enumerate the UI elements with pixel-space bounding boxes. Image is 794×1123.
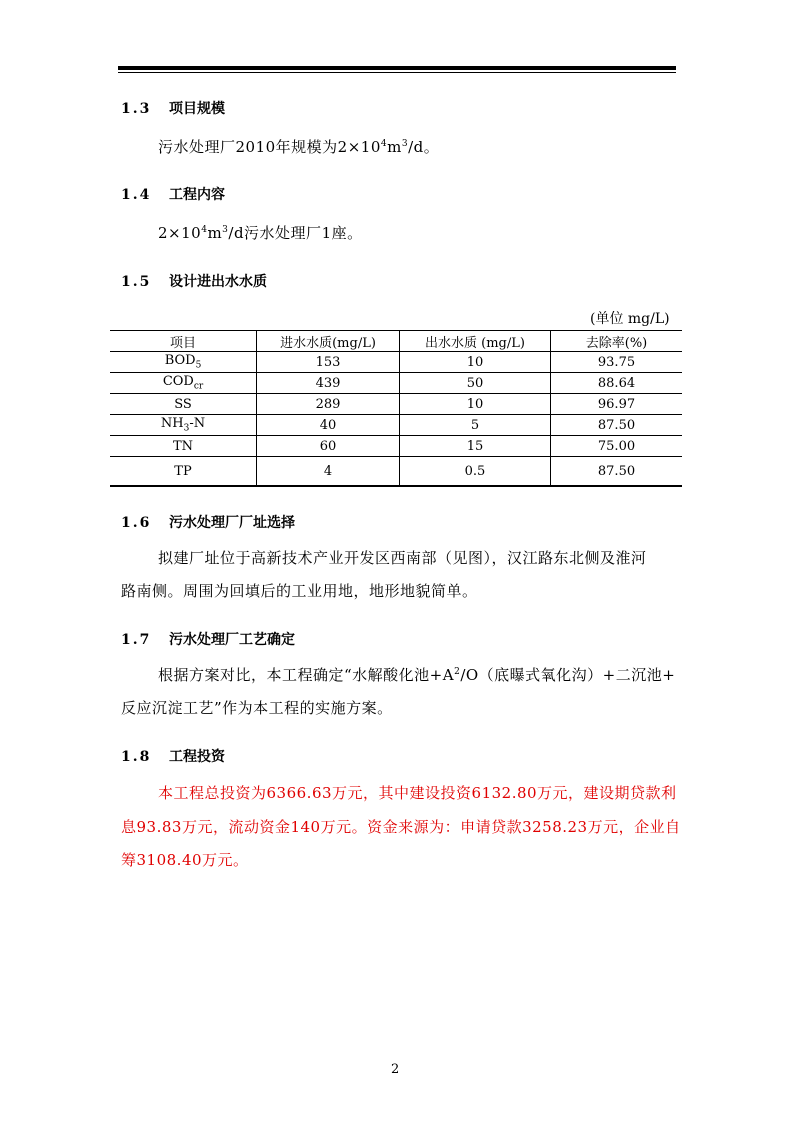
section-number: 1.7 bbox=[121, 632, 152, 648]
section-number: 1.3 bbox=[121, 101, 152, 117]
cell-outflow: 10 bbox=[400, 394, 551, 415]
cell-rate: 96.97 bbox=[551, 394, 683, 415]
section-heading-1-5 bbox=[121, 271, 267, 291]
cell-item: TP bbox=[110, 457, 257, 487]
investment-paragraph-line3: 筹3108.40万元。 bbox=[121, 851, 249, 869]
site-paragraph-line1: 拟建厂址位于高新技术产业开发区西南部（见图），汉江路东北侧及淮河 bbox=[158, 549, 647, 567]
section-number: 1.6 bbox=[121, 515, 152, 531]
page-number: 2 bbox=[391, 1062, 400, 1077]
cell-outflow: 50 bbox=[400, 373, 551, 394]
table-header-row bbox=[110, 331, 682, 352]
cell-inflow: 4 bbox=[257, 457, 400, 487]
section-heading-1-3 bbox=[121, 98, 225, 118]
header-inflow: 进水水质(mg/L) bbox=[257, 331, 400, 352]
section-title: 工程投资 bbox=[169, 749, 225, 765]
header-rule-thin bbox=[118, 72, 676, 73]
section-title: 项目规模 bbox=[169, 101, 225, 117]
table-row bbox=[110, 373, 682, 394]
cell-outflow: 15 bbox=[400, 436, 551, 457]
content-paragraph: $2\times 10^4m^3/d$污水处理厂1座。 bbox=[158, 224, 363, 242]
cell-item: $COD_{cr}$ bbox=[110, 373, 257, 394]
table-row bbox=[110, 436, 682, 457]
process-paragraph-line1: 根据方案对比，本工程确定“水解酸化池$+A^2/O$（底曝式氧化沟）+二沉池+ bbox=[158, 666, 676, 684]
header-rule-thick bbox=[118, 66, 676, 70]
section-heading-1-8 bbox=[121, 746, 225, 766]
table-unit-label: (单位 mg/L) bbox=[590, 311, 670, 327]
cell-inflow: 289 bbox=[257, 394, 400, 415]
table-row bbox=[110, 394, 682, 415]
cell-rate: 87.50 bbox=[551, 457, 683, 487]
cell-rate: 93.75 bbox=[551, 352, 683, 373]
section-title: 工程内容 bbox=[169, 187, 225, 203]
section-heading-1-7 bbox=[121, 629, 295, 649]
cell-outflow: 0.5 bbox=[400, 457, 551, 487]
water-quality-table bbox=[110, 330, 682, 487]
cell-inflow: 60 bbox=[257, 436, 400, 457]
section-number: 1.5 bbox=[121, 274, 152, 290]
cell-item: TN bbox=[110, 436, 257, 457]
investment-paragraph-line2: 息93.83万元，流动资金140万元。资金来源为：申请贷款3258.23万元，企业自 bbox=[121, 818, 681, 836]
cell-item: $BOD_5$ bbox=[110, 352, 257, 373]
section-number: 1.4 bbox=[121, 187, 152, 203]
cell-rate: 87.50 bbox=[551, 415, 683, 436]
cell-rate: 75.00 bbox=[551, 436, 683, 457]
header-outflow: 出水水质 (mg/L) bbox=[400, 331, 551, 352]
cell-outflow: 5 bbox=[400, 415, 551, 436]
table-row bbox=[110, 415, 682, 436]
table-row bbox=[110, 457, 682, 487]
cell-inflow: 153 bbox=[257, 352, 400, 373]
cell-item: $NH_3-N$ bbox=[110, 415, 257, 436]
cell-inflow: 439 bbox=[257, 373, 400, 394]
section-title: 污水处理厂厂址选择 bbox=[169, 515, 295, 531]
cell-inflow: 40 bbox=[257, 415, 400, 436]
header-removal-rate: 去除率(%) bbox=[551, 331, 683, 352]
site-paragraph-line2: 路南侧。周围为回填后的工业用地，地形地貌简单。 bbox=[121, 582, 478, 600]
scale-paragraph: 污水处理厂2010年规模为$2\times 10^4m^3/d$。 bbox=[158, 138, 440, 156]
section-heading-1-6 bbox=[121, 512, 295, 532]
cell-item: SS bbox=[110, 394, 257, 415]
cell-rate: 88.64 bbox=[551, 373, 683, 394]
section-heading-1-4 bbox=[121, 184, 225, 204]
process-paragraph-line2: 反应沉淀工艺”作为本工程的实施方案。 bbox=[121, 699, 393, 717]
header-item: 项目 bbox=[110, 331, 257, 352]
cell-outflow: 10 bbox=[400, 352, 551, 373]
investment-paragraph-line1: 本工程总投资为6366.63万元，其中建设投资6132.80万元，建设期贷款利 bbox=[158, 784, 677, 802]
section-title: 设计进出水水质 bbox=[169, 274, 267, 290]
section-title: 污水处理厂工艺确定 bbox=[169, 632, 295, 648]
table-row bbox=[110, 352, 682, 373]
section-number: 1.8 bbox=[121, 749, 152, 765]
